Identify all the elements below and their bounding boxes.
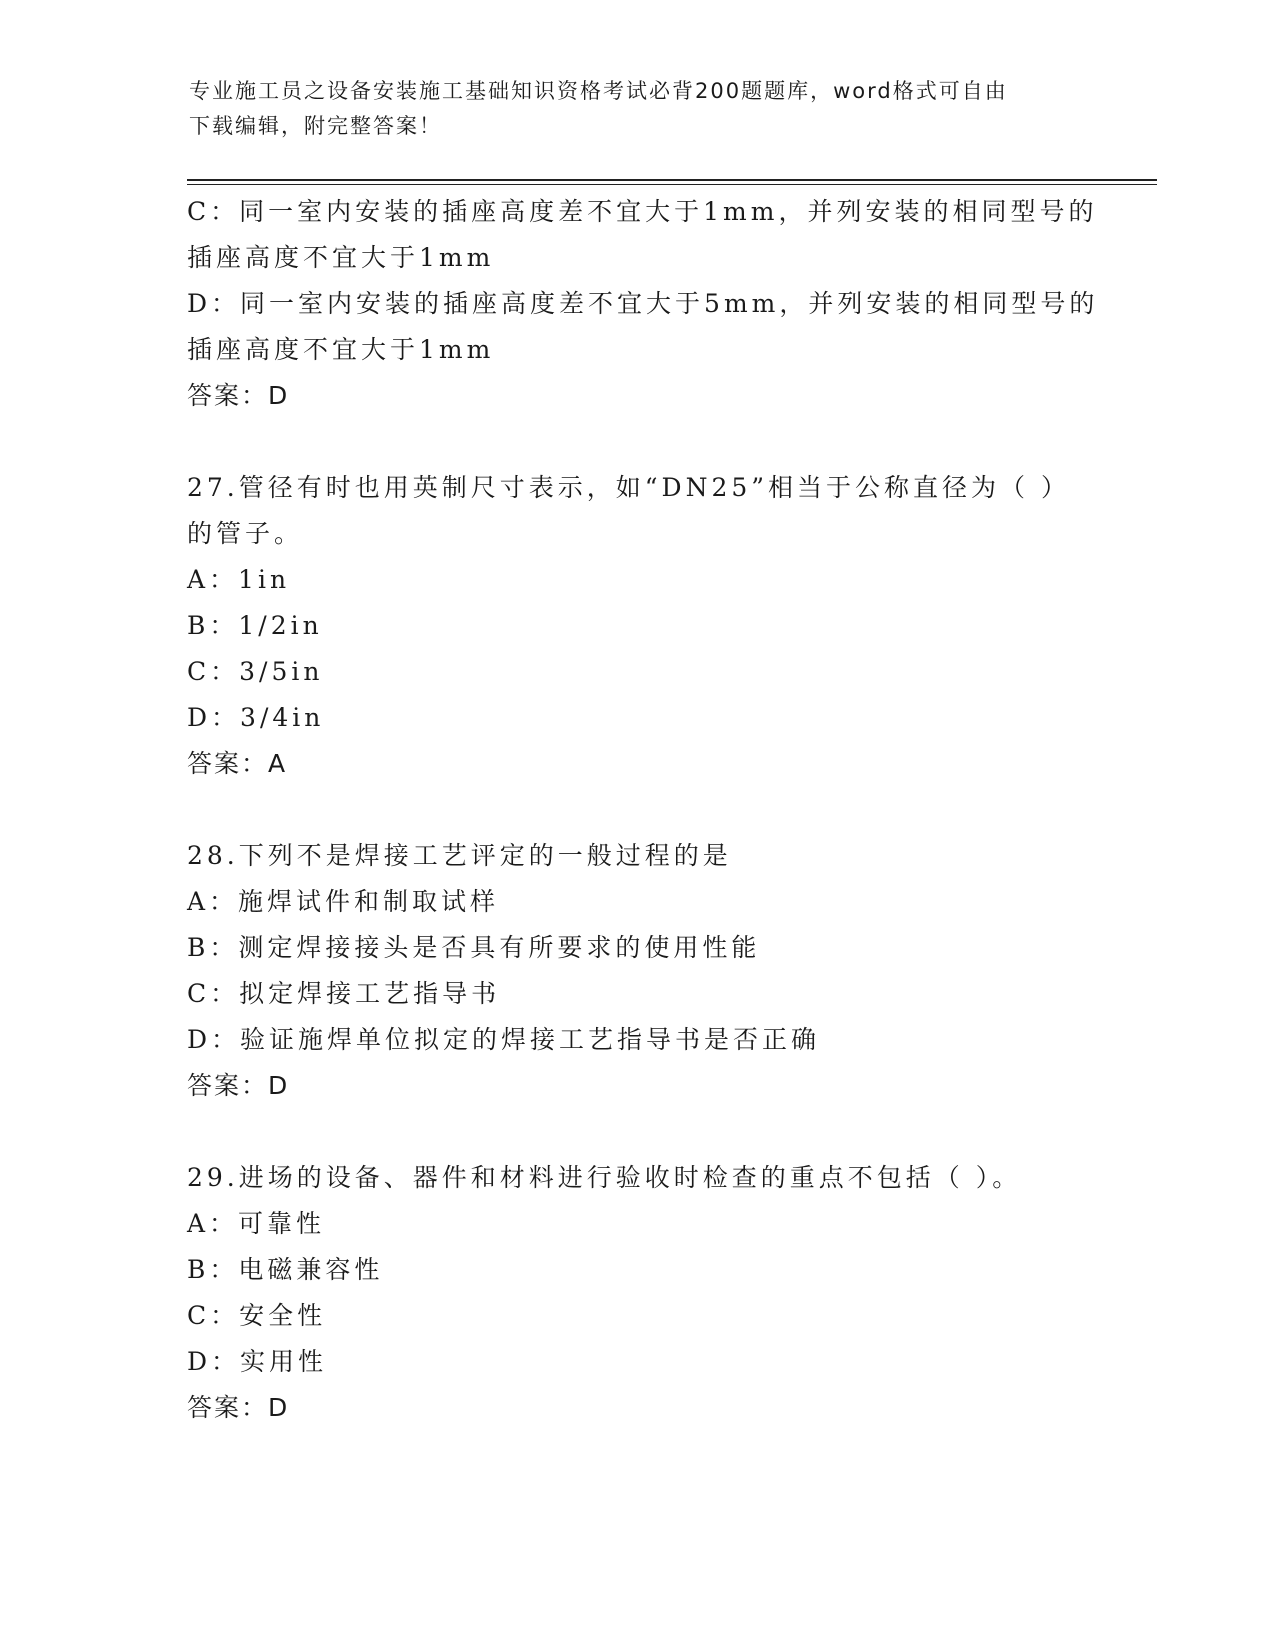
option-a: A：施焊试件和制取试样 xyxy=(187,887,500,916)
option-a: A：可靠性 xyxy=(187,1209,326,1238)
question-list xyxy=(187,189,1099,1431)
option-b: B：1/2in xyxy=(187,611,323,640)
option-c-line-2: 插座高度不宜大于1mm xyxy=(187,243,495,272)
option-d: D：验证施焊单位拟定的焊接工艺指导书是否正确 xyxy=(187,1025,821,1054)
header-line-2: 下载编辑，附完整答案！ xyxy=(189,114,442,138)
option-d-line-2: 插座高度不宜大于1mm xyxy=(187,335,495,364)
question-stem-line-1: 27.管径有时也用英制尺寸表示，如“DN25”相当于公称直径为（ ） xyxy=(187,473,1070,502)
answer: 答案：A xyxy=(187,749,288,778)
spacer xyxy=(187,787,1087,833)
option-d: D：实用性 xyxy=(187,1347,328,1376)
option-b: B：电磁兼容性 xyxy=(187,1255,384,1284)
spacer xyxy=(187,419,1087,465)
option-b: B：测定焊接接头是否具有所要求的使用性能 xyxy=(187,933,761,962)
question-29 xyxy=(187,1155,1087,1431)
header-rule-thick xyxy=(187,179,1157,181)
answer: 答案：D xyxy=(187,1393,290,1422)
question-stem: 29.进场的设备、器件和材料进行验收时检查的重点不包括（ ）。 xyxy=(187,1163,1022,1192)
header-line-1: 专业施工员之设备安装施工基础知识资格考试必背200题题库，word格式可自由 xyxy=(189,79,1008,103)
question-26 xyxy=(187,189,1099,419)
option-d-line-1: D：同一室内安装的插座高度差不宜大于5mm，并列安装的相同型号的 xyxy=(187,289,1099,318)
question-27 xyxy=(187,465,1087,787)
option-a: A：1in xyxy=(187,565,291,594)
option-c-line-1: C：同一室内安装的插座高度差不宜大于1mm，并列安装的相同型号的 xyxy=(187,197,1098,226)
option-c: C：3/5in xyxy=(187,657,324,686)
answer: 答案：D xyxy=(187,1071,290,1100)
answer: 答案：D xyxy=(187,381,290,410)
spacer xyxy=(187,1109,1087,1155)
option-d: D：3/4in xyxy=(187,703,325,732)
question-28 xyxy=(187,833,1087,1109)
header-rule-thin xyxy=(187,184,1157,185)
question-stem: 28.下列不是焊接工艺评定的一般过程的是 xyxy=(187,841,732,870)
option-c: C：安全性 xyxy=(187,1301,327,1330)
document-header xyxy=(189,74,1089,144)
option-c: C：拟定焊接工艺指导书 xyxy=(187,979,501,1008)
question-stem-line-2: 的管子。 xyxy=(187,519,304,548)
